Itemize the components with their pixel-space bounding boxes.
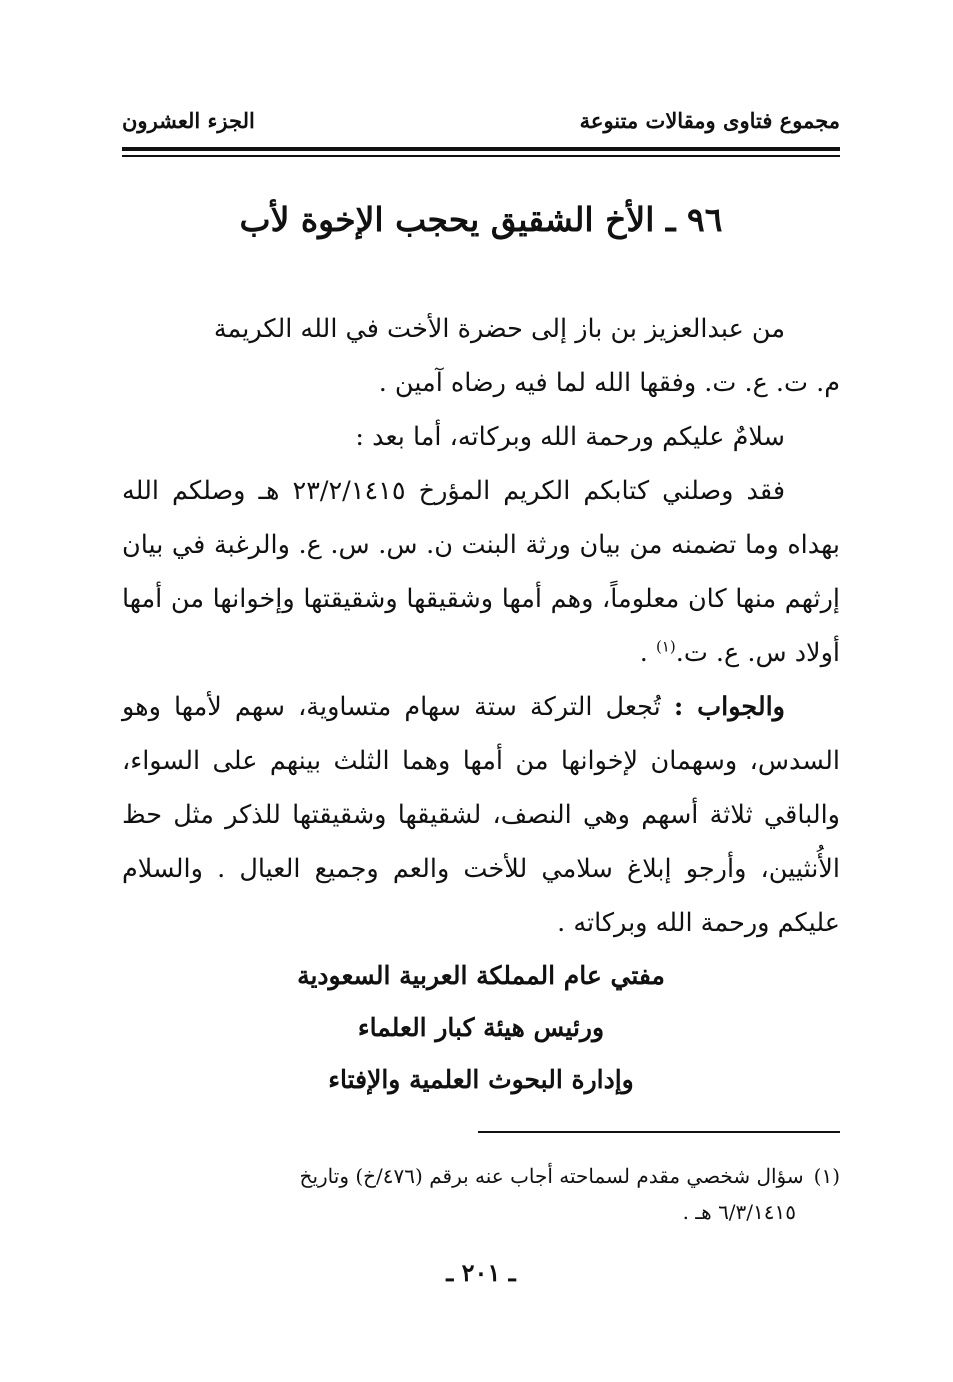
footnote-number: (١) bbox=[813, 1164, 840, 1188]
signature-line-3: وإدارة البحوث العلمية والإفتاء bbox=[328, 1065, 634, 1094]
footnote bbox=[122, 1158, 840, 1230]
signature-block bbox=[122, 950, 840, 1106]
running-header bbox=[122, 108, 840, 142]
page-number: ـ ٢٠١ ـ bbox=[446, 1258, 516, 1287]
letter-from-line: من عبدالعزيز بن باز إلى حضرة الأخت في الله الكريمة bbox=[213, 314, 785, 344]
signature-line-1: مفتي عام المملكة العربية السعودية bbox=[297, 961, 665, 990]
question-text: فقد وصلني كتابكم الكريم المؤرخ ٢٣/٢/١٤١٥ هـ وصلكم الله بهداه وما تضمنه من بيان ورثة البنت ن. س. س. ع. والرغبة في بيان إرثهم منها كان معلوماً، وهم أمها وشقيقها وشقيقتها وإخوانها من أمها أولاد س. ع. ت. bbox=[122, 476, 840, 668]
footnote-line-2: ٦/٣/١٤١٥ هـ . bbox=[682, 1200, 796, 1224]
footnote-line-1 bbox=[122, 1158, 840, 1194]
signature-line-2: ورئيس هيئة كبار العلماء bbox=[357, 1013, 605, 1042]
letter-body bbox=[122, 302, 840, 950]
book-title: مجموع فتاوى ومقالات متنوعة bbox=[579, 108, 840, 133]
question-end: . bbox=[639, 638, 656, 668]
volume-label: الجزء العشرون bbox=[122, 108, 255, 133]
fatwa-title: ٩٦ ـ الأخ الشقيق يحجب الإخوة لأب bbox=[239, 200, 723, 239]
letter-greeting: سلامٌ عليكم ورحمة الله وبركاته، أما بعد : bbox=[355, 422, 785, 452]
footnote-reference: (١) bbox=[655, 637, 676, 656]
footnote-text: سؤال شخصي مقدم لسماحته أجاب عنه برقم (٤٧٦/خ) وتاريخ bbox=[299, 1164, 804, 1188]
header-rule-thin bbox=[122, 155, 840, 157]
header-rule-thick bbox=[122, 147, 840, 151]
answer-label: والجواب : bbox=[673, 692, 785, 722]
letter-addressee-line: م. ت. ع. ت. وفقها الله لما فيه رضاه آمين . bbox=[378, 368, 840, 398]
answer-text: تُجعل التركة ستة سهام متساوية، سهم لأمها وهو السدس، وسهمان لإخوانها من أمها وهما الثلث بينهم على السواء، والباقي ثلاثة أسهم وهي النصف، لشقيقها وشقيقتها للذكر مثل حظ الأُنثيين، وأرجو إبلاغ سلامي للأخت والعم وجميع العيال . والسلام عليكم ورحمة الله وبركاته . bbox=[122, 692, 840, 938]
letter-question bbox=[122, 464, 840, 680]
letter-answer bbox=[122, 680, 840, 950]
footnote-rule bbox=[478, 1131, 840, 1133]
